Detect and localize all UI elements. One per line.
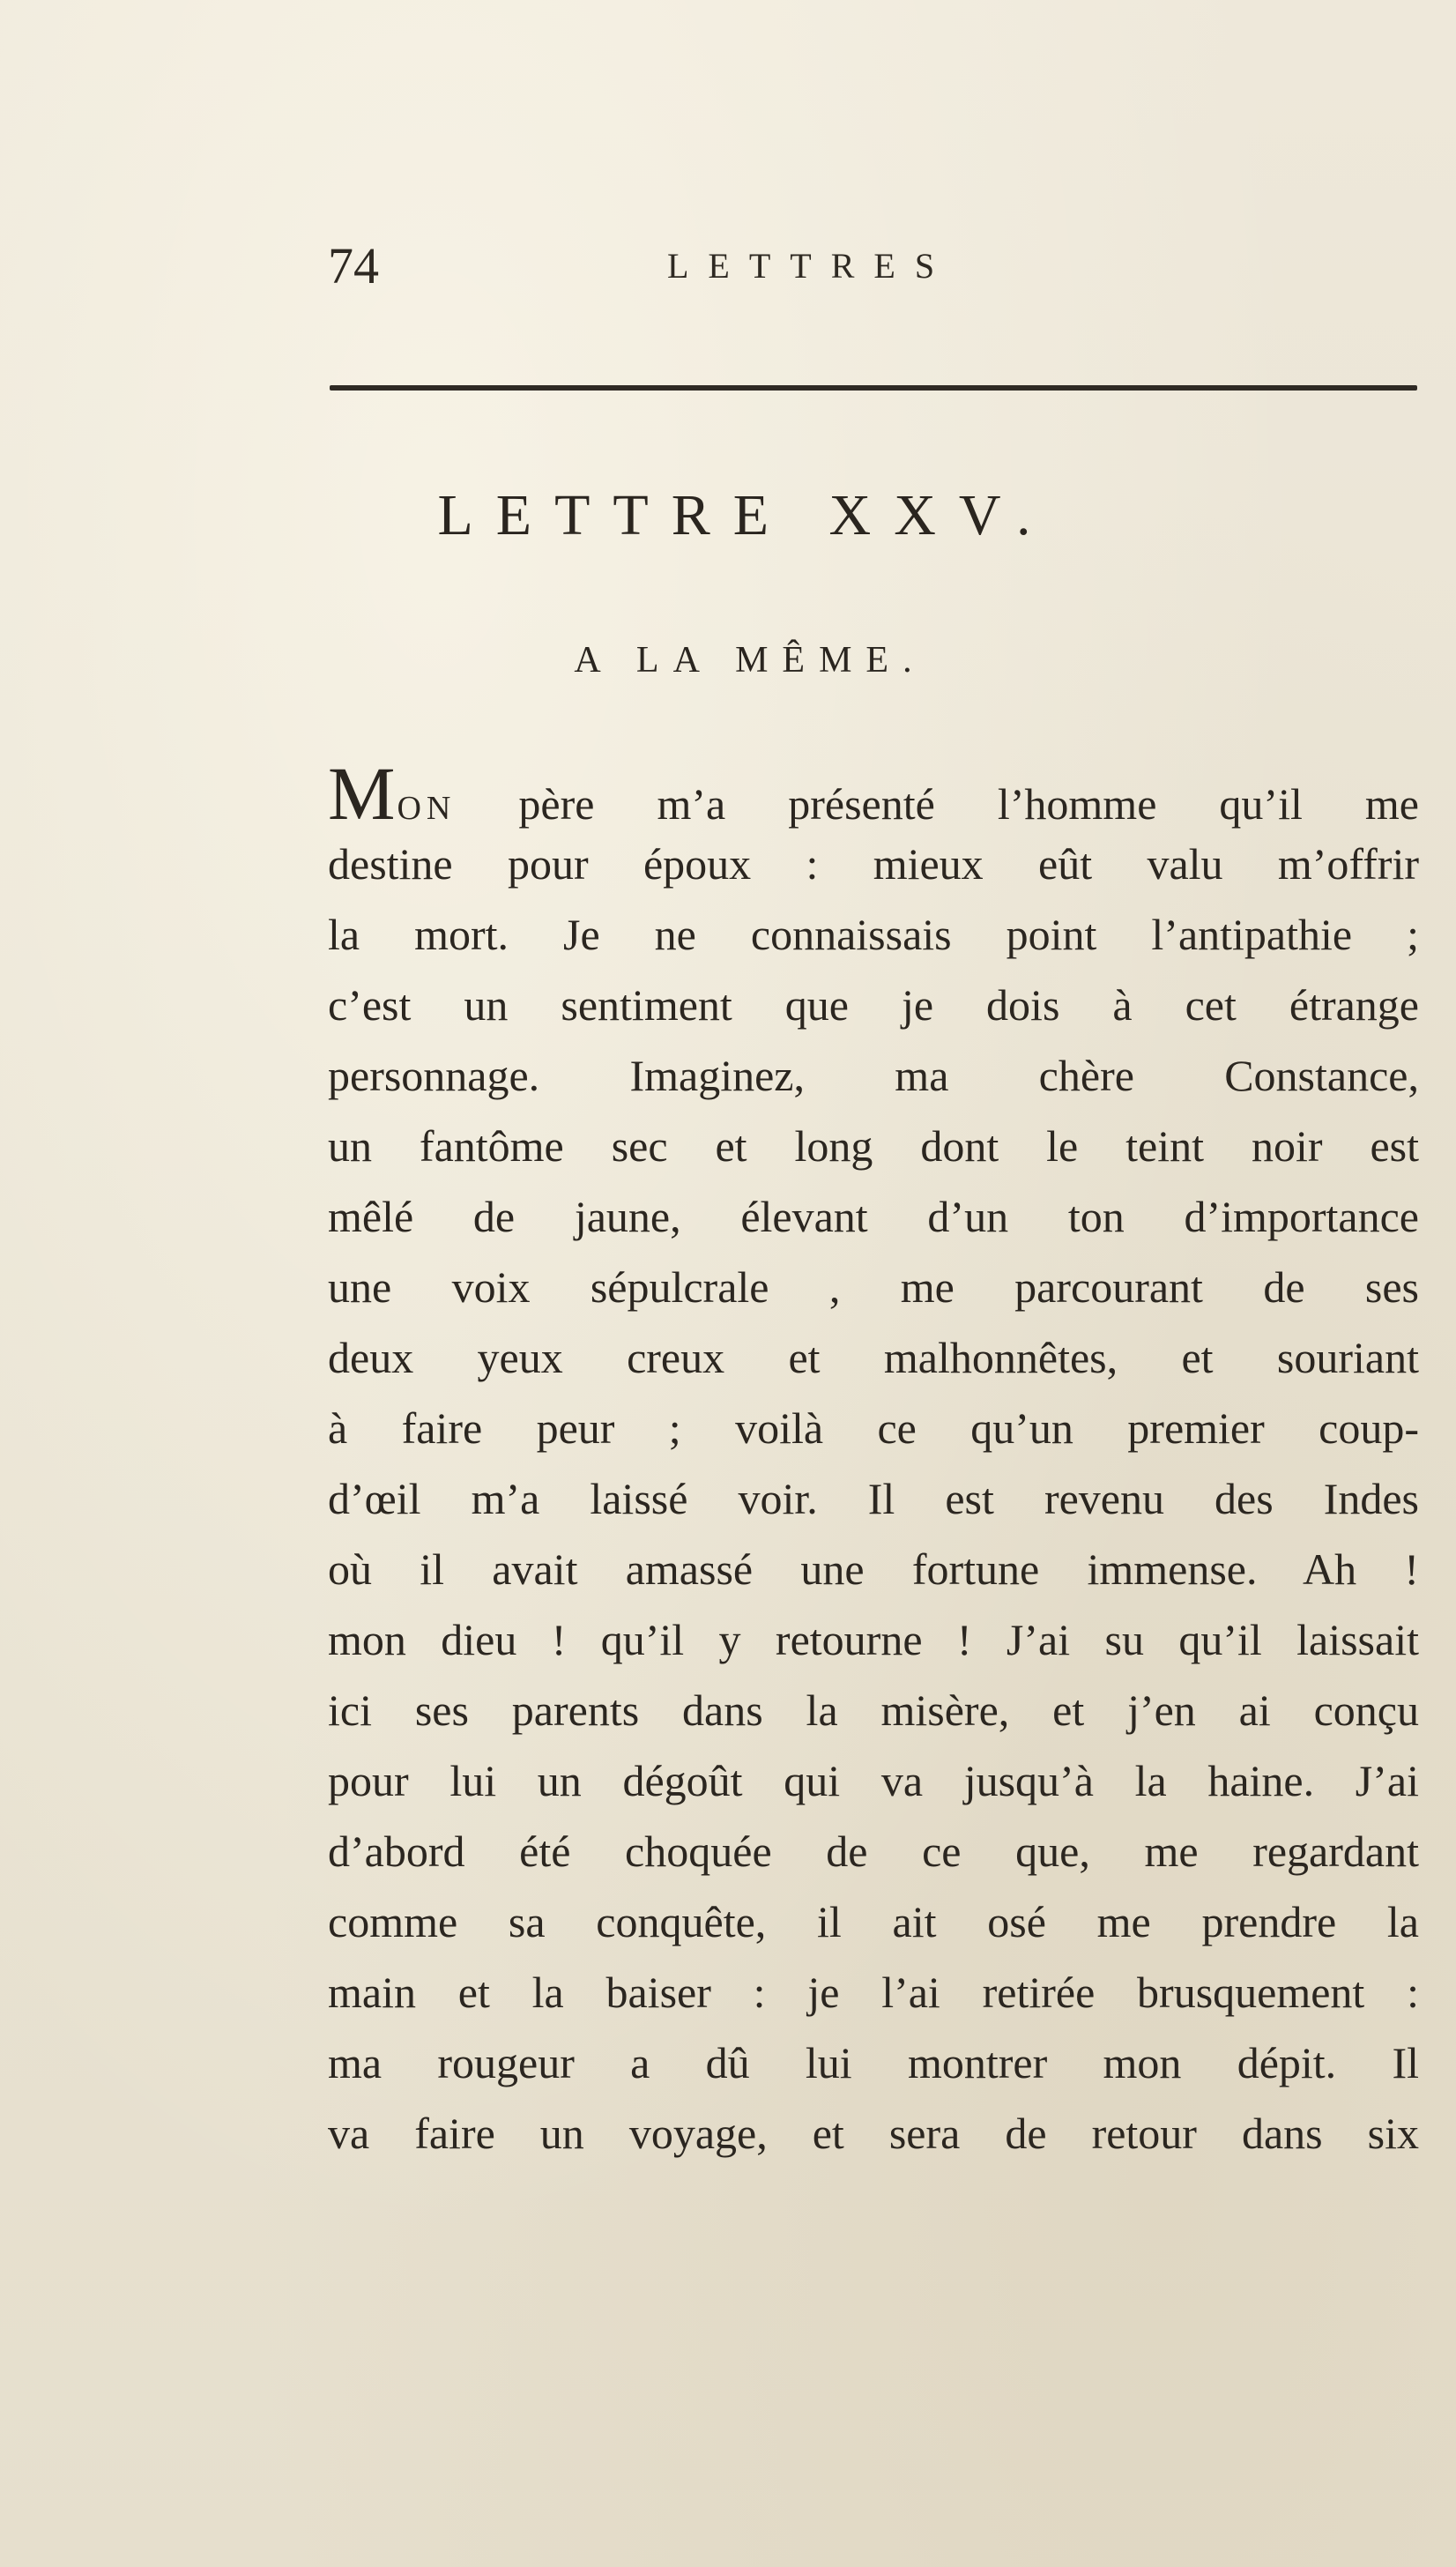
running-title: LETTRES: [667, 246, 955, 286]
letter-body: [328, 751, 1419, 2169]
letter-salutation: A LA MÊME.: [574, 640, 926, 681]
body-line: pour lui un dégoût qui va jusqu’à la haine. J’ai: [328, 1756, 1419, 1805]
body-line: un fantôme sec et long dont le teint noir est: [328, 1121, 1419, 1171]
body-line: la mort. Je ne connaissais point l’antipathie ;: [328, 910, 1419, 959]
drop-cap: M: [328, 751, 396, 836]
body-line: d’abord été choquée de ce que, me regardant: [328, 1827, 1419, 1876]
body-line: destine pour époux : mieux eût valu m’offrir: [328, 839, 1419, 889]
first-word-smallcaps: ON: [397, 790, 457, 827]
page-number: 74: [328, 237, 379, 294]
body-line: c’est un sentiment que je dois à cet étrange: [328, 980, 1419, 1030]
running-head: [328, 231, 1421, 301]
body-line: va faire un voyage, et sera de retour dans six: [328, 2109, 1419, 2158]
body-line: ma rougeur a dû lui montrer mon dépit. Il: [328, 2038, 1419, 2087]
letter-title: LETTRE XXV.: [437, 483, 1054, 547]
body-line-1-text: père m’a présenté l’homme qu’il me: [456, 779, 1419, 829]
body-line: mon dieu ! qu’il y retourne ! J’ai su qu’il laissait: [328, 1615, 1419, 1664]
body-line-1: [328, 751, 1419, 836]
body-line: une voix sépulcrale , me parcourant de ses: [328, 1262, 1419, 1312]
body-line: où il avait amassé une fortune immense. Ah !: [328, 1544, 1419, 1594]
body-line: personnage. Imaginez, ma chère Constance,: [328, 1051, 1419, 1100]
body-line: à faire peur ; voilà ce qu’un premier coup-: [328, 1403, 1419, 1453]
body-line: mêlé de jaune, élevant d’un ton d’importance: [328, 1192, 1419, 1241]
body-line: d’œil m’a laissé voir. Il est revenu des Indes: [328, 1474, 1419, 1523]
body-line: deux yeux creux et malhonnêtes, et souriant: [328, 1333, 1419, 1382]
header-rule: [330, 385, 1417, 391]
body-line: main et la baiser : je l’ai retirée brusquement :: [328, 1968, 1419, 2017]
body-line: comme sa conquête, il ait osé me prendre la: [328, 1897, 1419, 1946]
body-line: ici ses parents dans la misère, et j’en ai conçu: [328, 1685, 1419, 1735]
